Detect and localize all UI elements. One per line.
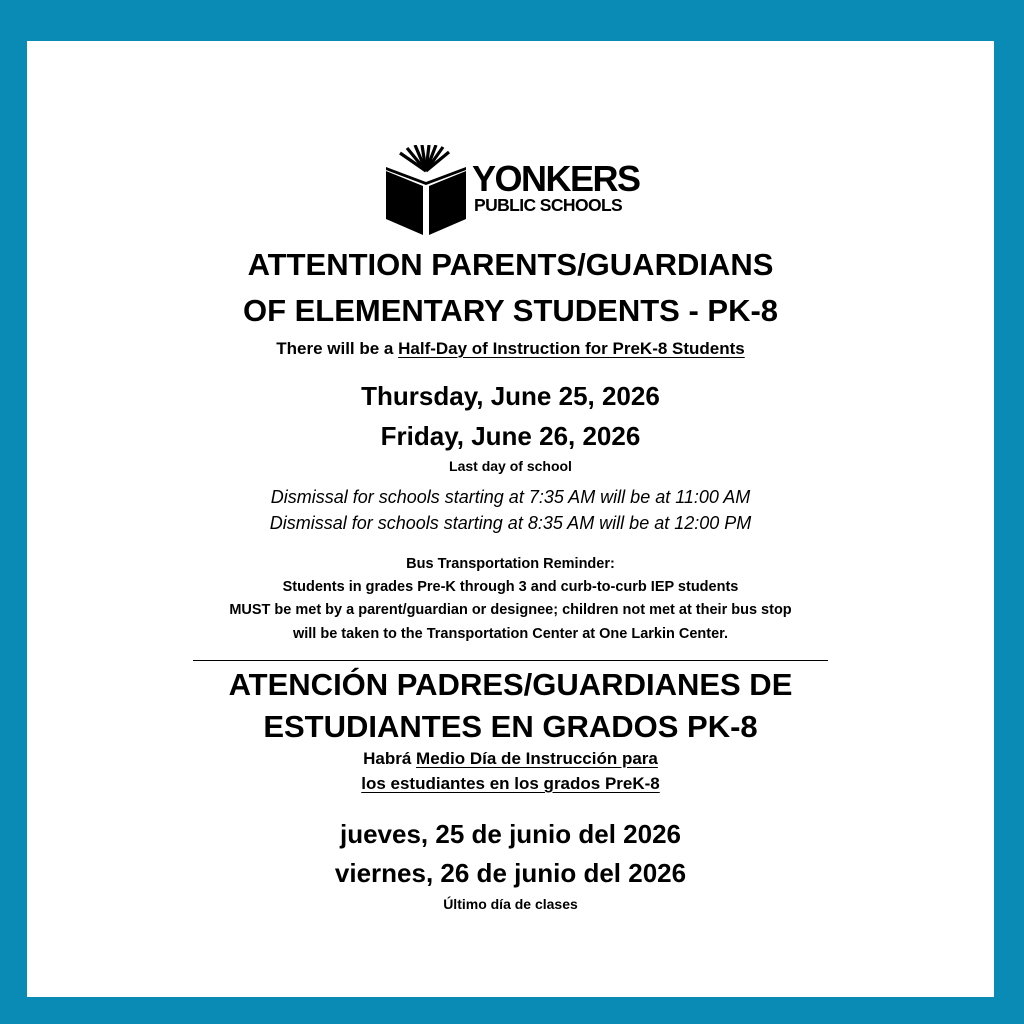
- logo-subtitle: PUBLIC SCHOOLS: [474, 195, 623, 215]
- book-logo-icon: [385, 145, 467, 237]
- english-date-2: Friday, June 26, 2026: [380, 421, 641, 451]
- english-last-day: Last day of school: [449, 458, 572, 474]
- dismissal-line-1: Dismissal for schools starting at 7:35 AM will be at 11:00 AM: [270, 487, 751, 507]
- logo-name: YONKERS: [472, 158, 640, 199]
- english-intro-prefix: There will be a: [276, 339, 399, 358]
- section-divider: [193, 660, 828, 661]
- bus-reminder-title: Bus Transportation Reminder:: [406, 556, 615, 572]
- spanish-heading-line1: ATENCIÓN PADRES/GUARDIANES DE: [228, 667, 793, 702]
- flyer-page: [27, 41, 994, 997]
- spanish-date-1: jueves, 25 de junio del 2026: [339, 819, 682, 849]
- spanish-intro-prefix: Habrá: [363, 749, 417, 768]
- yonkers-public-schools-logo: [385, 145, 645, 237]
- bus-reminder-line-3: will be taken to the Transportation Center at One Larkin Center.: [292, 626, 729, 642]
- english-heading-line1: ATTENTION PARENTS/GUARDIANS: [247, 247, 774, 282]
- spanish-intro-underlined-2: los estudiantes en los grados PreK-8: [361, 774, 660, 793]
- english-date-1: Thursday, June 25, 2026: [361, 381, 660, 411]
- spanish-intro-line-2: [27, 773, 994, 795]
- english-intro-underlined: Half-Day of Instruction for PreK-8 Students: [398, 339, 745, 358]
- dismissal-line-2: Dismissal for schools starting at 8:35 AM will be at 12:00 PM: [269, 513, 752, 533]
- english-heading-line2: OF ELEMENTARY STUDENTS - PK-8: [242, 293, 779, 328]
- spanish-heading-line2: ESTUDIANTES EN GRADOS PK-8: [263, 709, 758, 744]
- spanish-last-day: Último día de clases: [443, 896, 578, 912]
- english-intro: [27, 338, 994, 360]
- spanish-intro-underlined-1: Medio Día de Instrucción para: [416, 749, 658, 768]
- spanish-intro-line-1: [27, 748, 994, 770]
- spanish-date-2: viernes, 26 de junio del 2026: [334, 858, 687, 888]
- bus-reminder-line-2: MUST be met by a parent/guardian or designee; children not met at their bus stop: [229, 602, 792, 618]
- bus-reminder-line-1: Students in grades Pre-K through 3 and curb-to-curb IEP students: [282, 579, 739, 595]
